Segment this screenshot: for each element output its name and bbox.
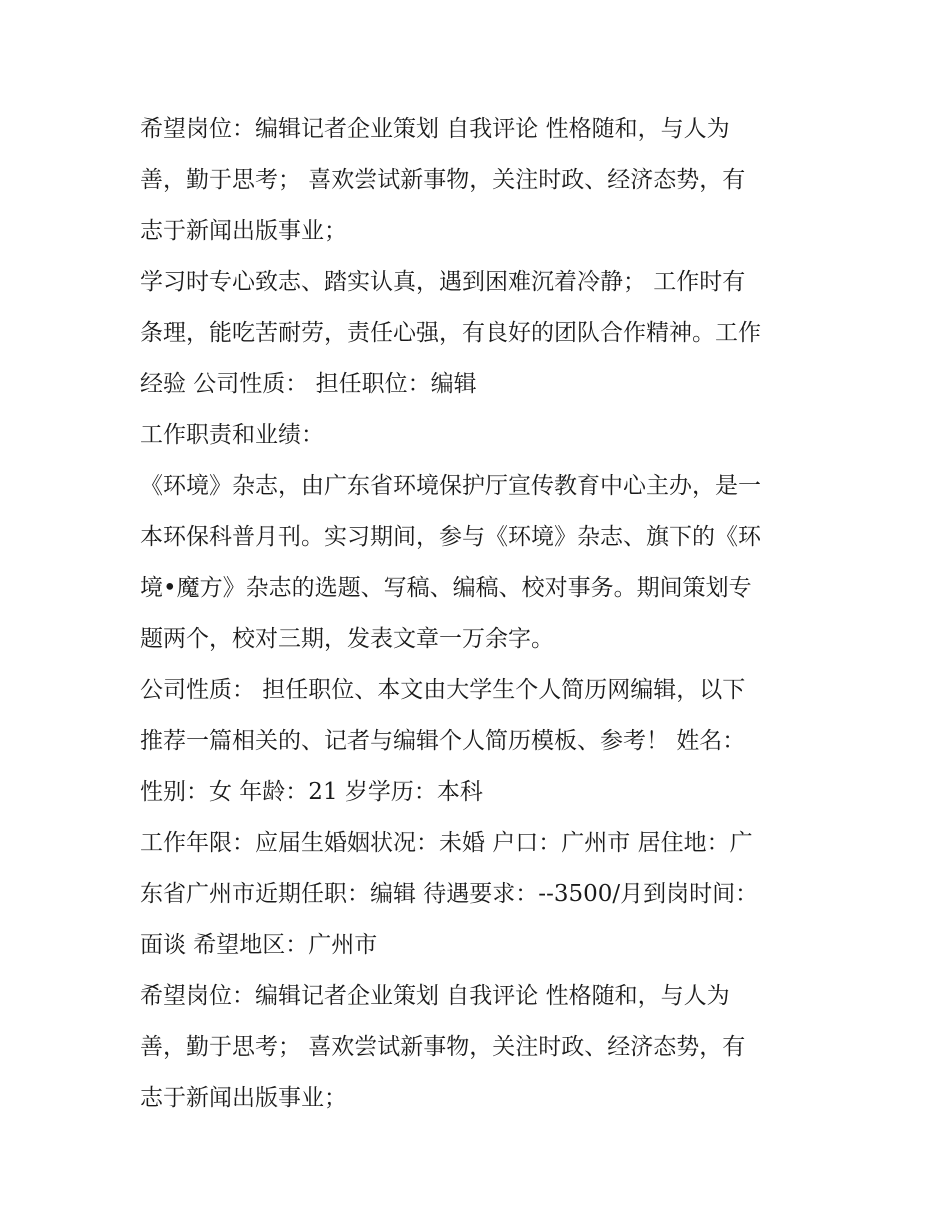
text-line: 希望岗位：编辑记者企业策划 自我评论 性格随和，与人为 (140, 116, 730, 142)
text-line: 东省广州市近期任职：编辑 待遇要求：--3500/月到岗时间： (140, 881, 759, 907)
document-body (140, 104, 830, 1124)
text-line: 公司性质： 担任职位、本文由大学生个人简历网编辑，以下 (140, 677, 746, 703)
text-line: 志于新闻出版事业； (140, 218, 347, 244)
text-line: 题两个，校对三期，发表文章一万余字。 (140, 626, 554, 652)
text-line: 经验 公司性质： 担任职位：编辑 (140, 371, 477, 397)
text-line: 善，勤于思考； 喜欢尝试新事物，关注时政、经济态势，有 (140, 167, 746, 193)
text-line: 学习时专心致志、踏实认真，遇到困难沉着冷静； 工作时有 (140, 269, 746, 295)
text-line: 本环保科普月刊。实习期间，参与《环境》杂志、旗下的《环 (140, 524, 761, 550)
text-line: 推荐一篇相关的、记者与编辑个人简历模板、参考！ 姓名： (140, 728, 746, 754)
text-line: 境•魔方》杂志的选题、写稿、编稿、校对事务。期间策划专 (140, 575, 752, 601)
text-line: 工作职责和业绩： (140, 422, 324, 448)
text-line: 《环境》杂志，由广东省环境保护厅宣传教育中心主办，是一 (140, 473, 761, 499)
text-line: 志于新闻出版事业； (140, 1085, 347, 1111)
text-line: 条理，能吃苦耐劳，责任心强，有良好的团队合作精神。工作 (140, 320, 761, 346)
text-line: 善，勤于思考； 喜欢尝试新事物，关注时政、经济态势，有 (140, 1034, 746, 1060)
text-line: 性别：女 年龄：21 岁学历：本科 (140, 779, 483, 805)
text-line: 工作年限：应届生婚姻状况：未婚 户口：广州市 居住地：广 (140, 830, 753, 856)
text-line: 面谈 希望地区：广州市 (140, 932, 378, 958)
text-line: 希望岗位：编辑记者企业策划 自我评论 性格随和，与人为 (140, 983, 730, 1009)
